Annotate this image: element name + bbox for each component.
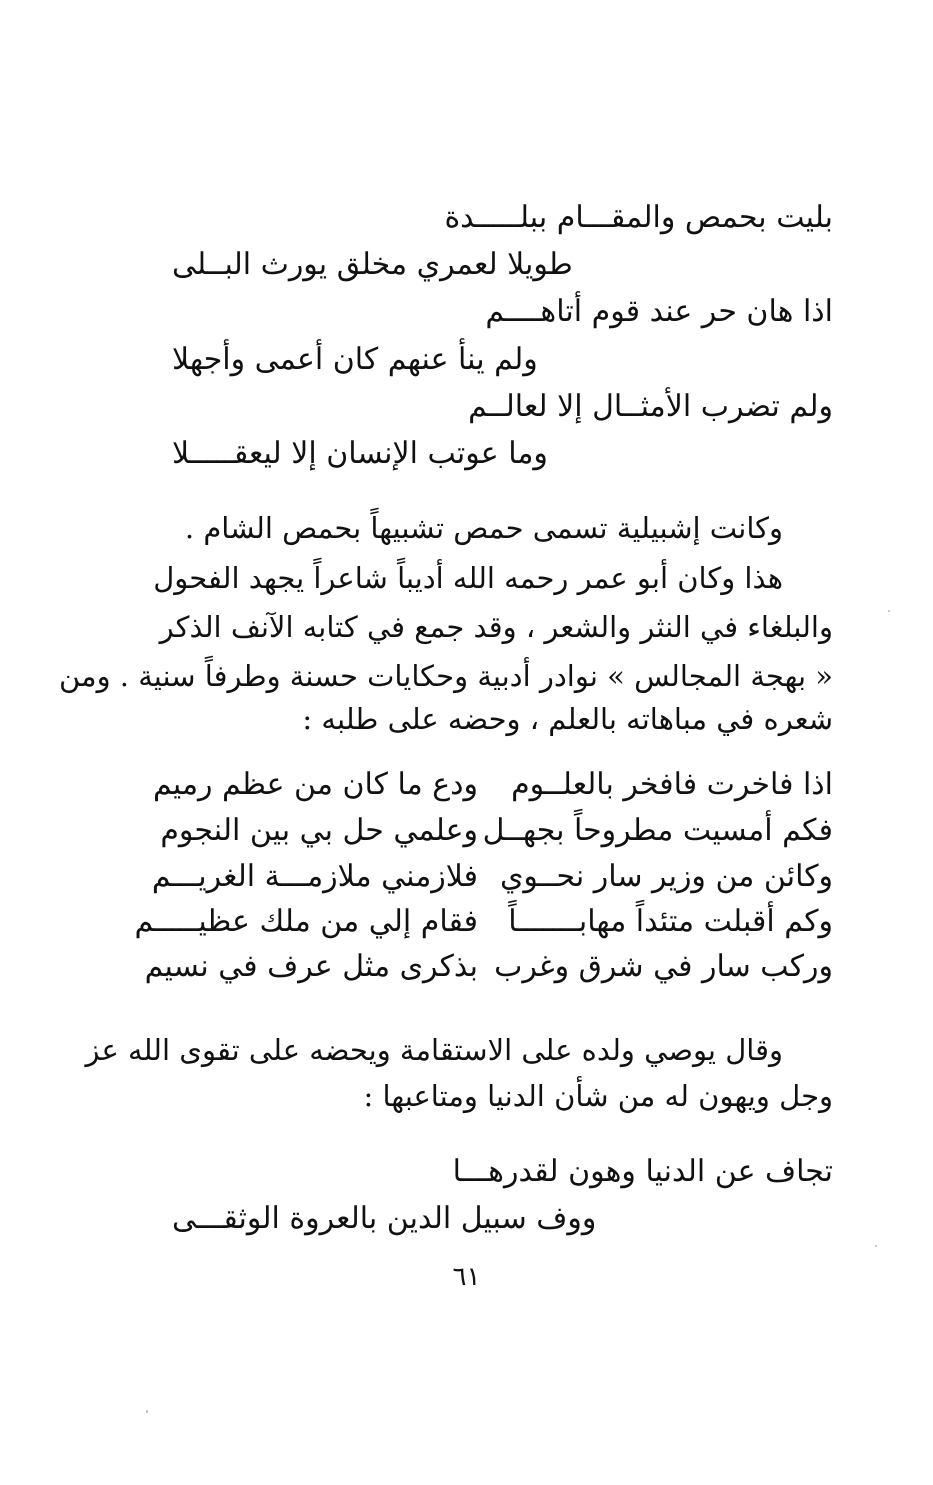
poem-three-line-2: ووف سبيل الدين بالعروة الوثقـــى (172, 1201, 597, 1236)
poem-two-verse-2-first: فكم أمسيت مطروحاً بجهــل (482, 813, 833, 848)
scan-speck (888, 610, 890, 612)
page-number: ٦١ (452, 1262, 481, 1292)
paragraph-two-line-2: والبلغاء في النثر والشعر ، وقد جمع في كتابه الآنف الذكر (159, 610, 833, 644)
poem-two-verse-1-first: اذا فاخرت فافخر بالعلــوم (511, 767, 833, 802)
poem-two-verse-4-first: وكم أقبلت متئداً مهابـــــــاً (508, 904, 833, 939)
scan-speck (146, 1410, 148, 1413)
poem-two-verse-2-second: وعلمي حل بي بين النجوم (160, 813, 478, 848)
paragraph-two-line-3: « بهجة المجالس » نوادر أدبية وحكايات حسنة وطرفاً سنية . ومن (58, 659, 833, 693)
poem-one-line-1: بليت بحمص والمقـــام ببلـــــدة (444, 200, 833, 235)
poem-two-verse-5-first: وركب سار في شرق وغرب (494, 949, 833, 984)
paragraph-two-line-1: هذا وكان أبو عمر رحمه الله أديباً شاعراً يجهد الفحول (153, 561, 783, 595)
poem-two-verse-3-first: وكائن من وزير سار نحــوي (499, 859, 833, 894)
paragraph-one: وكانت إشبيلية تسمى حمص تشبيهاً بحمص الشام . (184, 511, 783, 545)
paragraph-three-line-1: وقال يوصي ولده على الاستقامة ويحضه على تقوى الله عز (85, 1033, 783, 1067)
poem-one-line-4: ولم ينأ عنهم كان أعمى وأجهلا (172, 342, 538, 377)
poem-two-verse-1-second: ودع ما كان من عظم رميم (152, 767, 478, 802)
poem-one-line-5: ولم تضرب الأمثــال إلا لعالــم (468, 389, 833, 424)
poem-two-verse-3-second: فلازمني ملازمـــة الغريـــم (151, 859, 478, 894)
poem-one-line-3: اذا هان حر عند قوم أتاهــــم (485, 294, 833, 329)
poem-three-line-1: تجاف عن الدنيا وهون لقدرهـــا (452, 1154, 833, 1189)
scan-speck (875, 1245, 877, 1247)
poem-one-line-2: طويلا لعمري مخلق يورث البــلى (172, 247, 573, 282)
poem-two-verse-4-second: فقام إلي من ملك عظيـــــم (134, 904, 478, 939)
paragraph-three-line-2: وجل ويهون له من شأن الدنيا ومتاعبها : (363, 1079, 833, 1113)
paragraph-two-line-4: شعره في مباهاته بالعلم ، وحضه على طلبه : (302, 702, 833, 736)
poem-one-line-6: وما عوتب الإنسان إلا ليعقـــــلا (172, 436, 548, 471)
poem-two-verse-5-second: بذكرى مثل عرف في نسيم (144, 949, 478, 984)
